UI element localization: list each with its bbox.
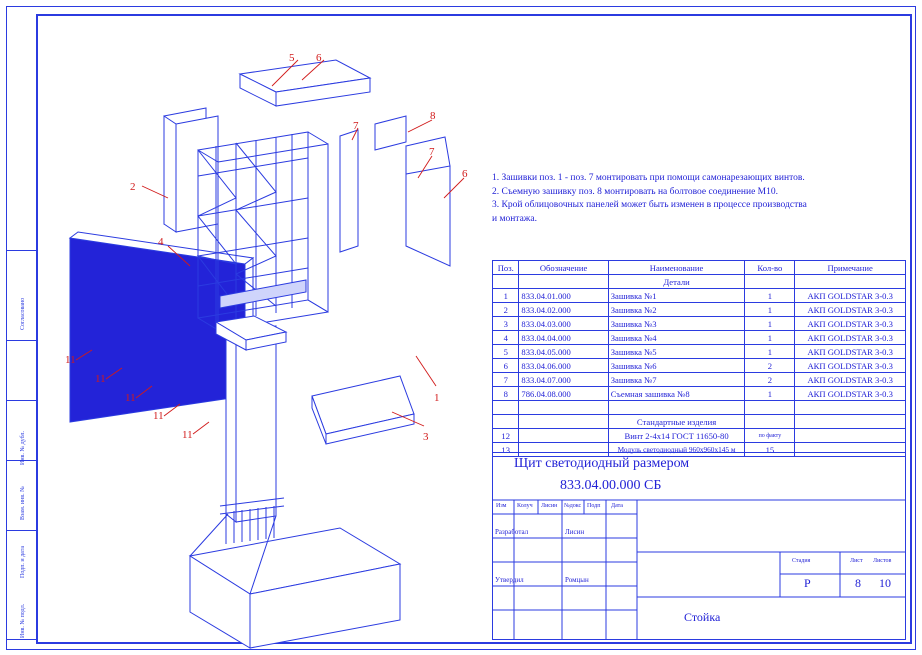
- spec-blank-qty: [745, 275, 795, 289]
- std-blank-rem: [795, 415, 906, 429]
- callout-8: 8: [430, 110, 436, 122]
- row-designation: 833.04.04.000: [519, 331, 608, 345]
- row-remark: АКП GOLDSTAR 3-0.3: [795, 331, 906, 345]
- note-3-cont: и монтажа.: [492, 213, 537, 224]
- callout-11e: 11: [182, 429, 193, 441]
- role-developer-name: Лисин: [565, 528, 585, 536]
- product-name-line1: Щит светодиодный размером: [514, 456, 690, 471]
- stage-header-list: Лист: [850, 558, 863, 564]
- margin-label-3: Подп. и дата: [20, 545, 26, 578]
- row-pos: 13: [493, 443, 519, 457]
- callout-6b: 6: [462, 168, 468, 180]
- row-designation: 833.04.06.000: [519, 359, 608, 373]
- spacer-qty: [745, 401, 795, 415]
- spec-section-standard-label: Стандартные изделия: [608, 415, 745, 429]
- rev-header-lisin: Лисин: [541, 503, 558, 509]
- row-name: Зашивка №1: [608, 289, 745, 303]
- std-blank-qty: [745, 415, 795, 429]
- row-name: Зашивка №3: [608, 317, 745, 331]
- row-remark: АКП GOLDSTAR 3-0.3: [795, 359, 906, 373]
- spec-header-pos: Поз.: [493, 261, 519, 275]
- role-approver-name: Ромцын: [565, 576, 589, 584]
- row-qty: 1: [745, 289, 795, 303]
- rev-header-doc: №докс: [564, 503, 582, 509]
- assembly-geometry: [40, 16, 490, 646]
- callout-4: 4: [158, 236, 164, 248]
- row-pos: 6: [493, 359, 519, 373]
- row-pos: 8: [493, 387, 519, 401]
- row-remark: АКП GOLDSTAR 3-0.3: [795, 387, 906, 401]
- row-pos: 4: [493, 331, 519, 345]
- callout-7a: 7: [353, 120, 359, 132]
- spec-section-details-label: Детали: [608, 275, 745, 289]
- note-1: 1. Зашивки поз. 1 - поз. 7 монтировать при помощи самонарезающих винтов.: [492, 173, 805, 183]
- spacer-pos: [493, 401, 519, 415]
- margin-label-4: Инв. № подл.: [20, 603, 26, 638]
- row-name: Винт 2-4х14 ГОСТ 11650-80: [608, 429, 745, 443]
- row-qty: 2: [745, 373, 795, 387]
- spacer-des: [519, 401, 608, 415]
- spec-header-designation: Обозначение: [519, 261, 608, 275]
- row-remark: АКП GOLDSTAR 3-0.3: [795, 345, 906, 359]
- callout-11b: 11: [95, 373, 106, 385]
- spec-blank-pos: [493, 275, 519, 289]
- row-designation: 833.04.07.000: [519, 373, 608, 387]
- row-remark: [795, 429, 906, 443]
- stage-value-stadia: Р: [804, 576, 811, 590]
- stage-header-listov: Листов: [873, 558, 892, 564]
- table-row: [493, 429, 906, 443]
- margin-label-0: Согласовано: [20, 297, 26, 330]
- stage-value-listov: 10: [879, 576, 891, 590]
- technical-notes: [492, 172, 902, 226]
- row-designation: 833.04.02.000: [519, 303, 608, 317]
- callout-2: 2: [130, 181, 136, 193]
- row-designation: 833.04.01.000: [519, 289, 608, 303]
- callout-7b: 7: [429, 146, 435, 158]
- table-row: [493, 317, 906, 331]
- row-name: Зашивка №4: [608, 331, 745, 345]
- part-name: Стойка: [684, 610, 721, 624]
- row-qty: 1: [745, 387, 795, 401]
- specification-table: [492, 260, 906, 457]
- row-name: Съемная зашивка №8: [608, 387, 745, 401]
- row-pos: 2: [493, 303, 519, 317]
- row-qty: 15: [745, 443, 795, 457]
- spec-blank-des: [519, 275, 608, 289]
- stage-value-list: 8: [855, 576, 861, 590]
- row-qty: 1: [745, 331, 795, 345]
- row-pos: 7: [493, 373, 519, 387]
- callout-11c: 11: [125, 392, 136, 404]
- row-remark: АКП GOLDSTAR 3-0.3: [795, 289, 906, 303]
- row-remark: АКП GOLDSTAR 3-0.3: [795, 373, 906, 387]
- rev-header-podp: Подп: [587, 503, 601, 509]
- row-name: Модуль светодиодный 960х960х145 м: [608, 443, 745, 457]
- callout-3: 3: [423, 431, 429, 443]
- title-block: [492, 452, 906, 640]
- row-qty: 1: [745, 303, 795, 317]
- table-row: [493, 303, 906, 317]
- drawing-code: 833.04.00.000 СБ: [560, 478, 662, 493]
- role-developer: Разработал: [495, 528, 529, 536]
- table-row: [493, 289, 906, 303]
- row-name: Зашивка №5: [608, 345, 745, 359]
- spacer-nam: [608, 401, 745, 415]
- row-name: Зашивка №6: [608, 359, 745, 373]
- callout-11d: 11: [153, 410, 164, 422]
- row-designation: 786.04.08.000: [519, 387, 608, 401]
- table-row: [493, 331, 906, 345]
- row-pos: 3: [493, 317, 519, 331]
- row-qty: 1: [745, 317, 795, 331]
- table-row: [493, 359, 906, 373]
- row-qty: по факту: [745, 429, 795, 443]
- spacer-rem: [795, 401, 906, 415]
- row-pos: 1: [493, 289, 519, 303]
- spec-header-row: [493, 261, 906, 275]
- spec-section-details: [493, 275, 906, 289]
- callout-1: 1: [434, 392, 440, 404]
- note-3: 3. Крой облицовочных панелей может быть изменен в процессе производства: [492, 200, 807, 210]
- callout-11a: 11: [65, 354, 76, 366]
- row-designation: [519, 429, 608, 443]
- row-remark: АКП GOLDSTAR 3-0.3: [795, 303, 906, 317]
- std-blank-des: [519, 415, 608, 429]
- table-row: [493, 387, 906, 401]
- callout-6a: 6: [316, 52, 322, 64]
- row-pos: 5: [493, 345, 519, 359]
- row-designation: 833.04.05.000: [519, 345, 608, 359]
- table-row: [493, 373, 906, 387]
- stage-header-stadia: Стадия: [792, 558, 811, 564]
- margin-label-2: Взам. инв. №: [20, 486, 26, 520]
- std-blank-pos: [493, 415, 519, 429]
- callout-5: 5: [289, 52, 295, 64]
- table-row: [493, 345, 906, 359]
- spec-header-name: Наименование: [608, 261, 745, 275]
- role-approver: Утвердил: [495, 576, 524, 584]
- row-name: Зашивка №7: [608, 373, 745, 387]
- row-name: Зашивка №2: [608, 303, 745, 317]
- row-designation: 833.04.03.000: [519, 317, 608, 331]
- rev-header-kol: Колуч: [517, 503, 533, 509]
- row-qty: 1: [745, 345, 795, 359]
- spec-header-qty: Кол-во: [745, 261, 795, 275]
- row-pos: 12: [493, 429, 519, 443]
- spec-section-standard: [493, 415, 906, 429]
- spec-header-remark: Примечание: [795, 261, 906, 275]
- spec-spacer-row: [493, 401, 906, 415]
- assembly-drawing: [40, 16, 490, 646]
- spec-blank-rem: [795, 275, 906, 289]
- row-qty: 2: [745, 359, 795, 373]
- rev-header-data: Дата: [611, 503, 623, 509]
- rev-header-izm: Изм: [496, 503, 507, 509]
- note-2: 2. Съемную зашивку поз. 8 монтировать на болтовое соединение М10.: [492, 186, 778, 197]
- row-remark: АКП GOLDSTAR 3-0.3: [795, 317, 906, 331]
- margin-label-1: Инв. № дубл.: [20, 431, 26, 465]
